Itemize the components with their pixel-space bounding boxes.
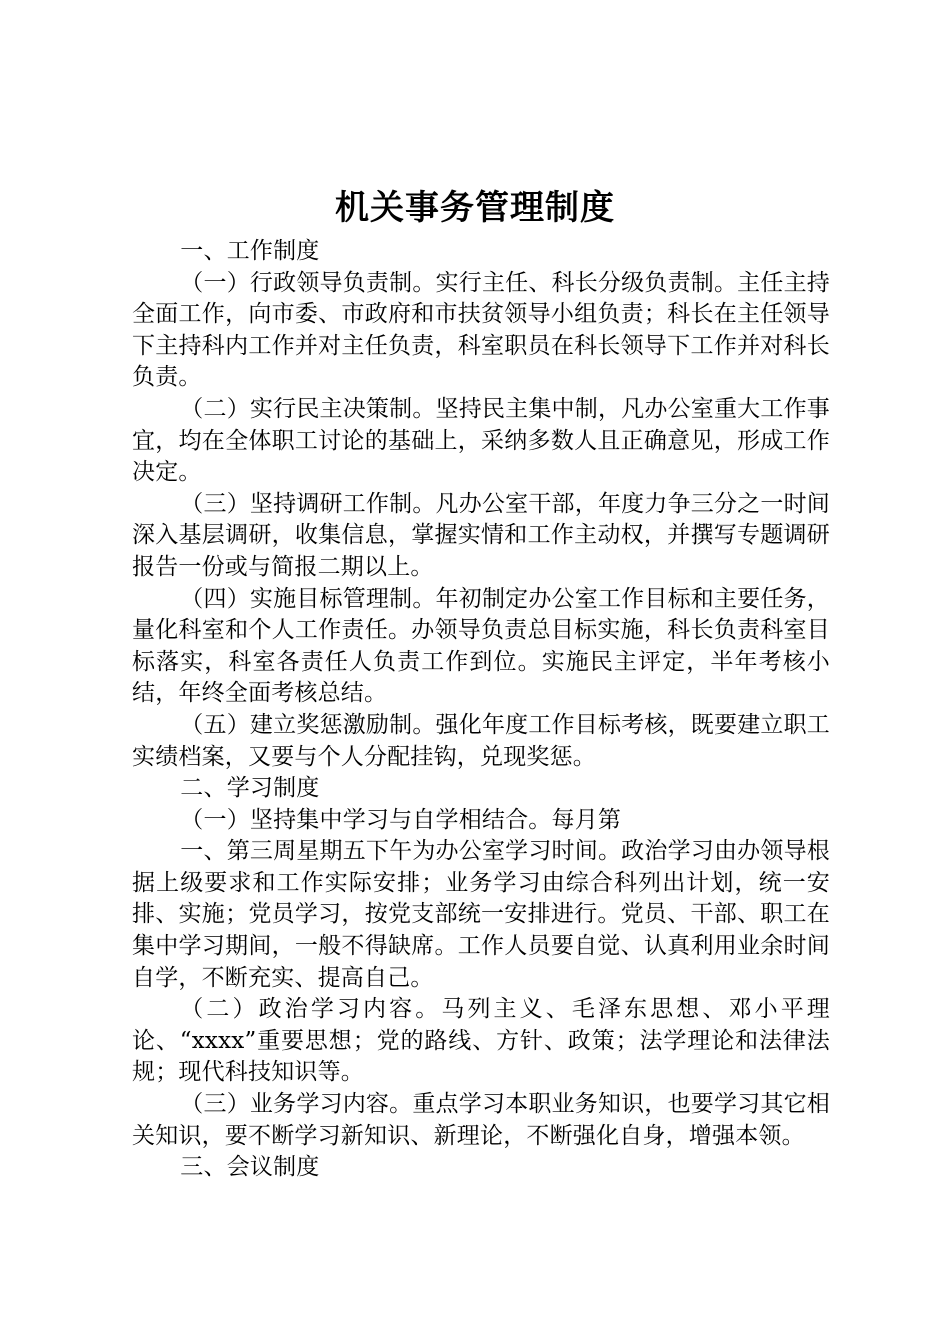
paragraph-business-study: （三）业务学习内容。重点学习本职业务知识，也要学习其它相关知识，要不断学习新知识、新理论，不断强化自身，增强本领。 xyxy=(132,1091,830,1149)
document-body xyxy=(132,236,830,1184)
section-heading-study-system: 二、学习制度 xyxy=(180,775,320,802)
paragraph-research-system: （三）坚持调研工作制。凡办公室干部，年度力争三分之一时间深入基层调研，收集信息，掌握实情和工作主动权，并撰写专题调研报告一份或与简报二期以上。 xyxy=(132,490,830,580)
paragraph-democratic-decision: （二）实行民主决策制。坚持民主集中制，凡办公室重大工作事宜，均在全体职工讨论的基础上，采纳多数人且正确意见，形成工作决定。 xyxy=(132,395,830,486)
paragraph-political-study: （二）政治学习内容。马列主义、毛泽东思想、邓小平理论、“xxxx”重要思想；党的路线、方针、政策；法学理论和法律法规；现代科技知识等。 xyxy=(132,996,830,1086)
section-heading-meeting-system: 三、会议制度 xyxy=(180,1154,320,1181)
document-title: 机关事务管理制度 xyxy=(335,188,615,228)
paragraph-reward-punishment: （五）建立奖惩激励制。强化年度工作目标考核，既要建立职工实绩档案，又要与个人分配挂钩，兑现奖惩。 xyxy=(132,711,830,770)
paragraph-target-management: （四）实施目标管理制。年初制定办公室工作目标和主要任务，量化科室和个人工作责任。办领导负责总目标实施，科长负责科室目标落实，科室各责任人负责工作到位。实施民主评定，半年考核小结，年终全面考核总结。 xyxy=(132,585,830,707)
paragraph-admin-responsibility: （一）行政领导负责制。实行主任、科长分级负责制。主任主持全面工作，向市委、市政府和市扶贫领导小组负责；科长在主任领导下主持科内工作并对主任负责，科室职员在科长领导下工作并对科长负责。 xyxy=(132,269,830,391)
paragraph-study-schedule: 一、第三周星期五下午为办公室学习时间。政治学习由办领导根据上级要求和工作实际安排；业务学习由综合科列出计划，统一安排、实施；党员学习，按党支部统一安排进行。党员、干部、职工在集中学习期间，一般不得缺席。工作人员要自觉、认真利用业余时间自学，不断充实、提高自己。 xyxy=(132,838,830,991)
paragraph-study-combined: （一）坚持集中学习与自学相结合。每月第 xyxy=(180,806,622,833)
section-heading-work-system: 一、工作制度 xyxy=(180,238,320,264)
